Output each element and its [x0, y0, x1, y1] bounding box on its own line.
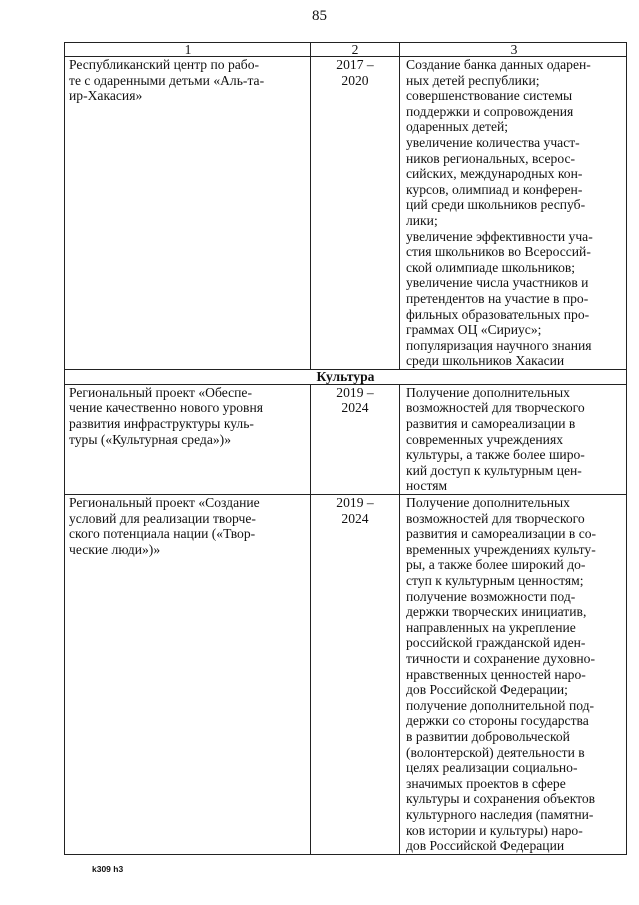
expected-results-cell-line: держки со стороны государства: [406, 713, 589, 729]
project-name-cell: [65, 57, 311, 370]
expected-results-cell-line: (волонтерской) деятельности в: [406, 744, 585, 760]
section-row: [65, 369, 627, 384]
period-cell: [311, 495, 400, 855]
project-name-cell-line: ского потенциала нации («Твор-: [69, 526, 256, 542]
expected-results-cell-line: сийских, международных кон-: [406, 166, 583, 182]
expected-results-cell-line: развития и самореализации в со-: [406, 526, 597, 542]
period-cell-line: 2019 –: [336, 495, 374, 511]
project-name-cell: [65, 384, 311, 494]
expected-results-cell-line: ков истории и культуры) наро-: [406, 822, 583, 838]
period-cell-line: 2020: [341, 72, 369, 88]
expected-results-cell-line: увеличение эффективности уча-: [406, 228, 593, 244]
expected-results-cell-line: направленных на укрепление: [406, 619, 576, 635]
expected-results-cell-line: современных учреждениях: [406, 431, 563, 447]
expected-results-cell-line: целях реализации социально-: [406, 760, 578, 776]
expected-results-cell-line: ры, а также более широкий до-: [406, 557, 586, 573]
project-name-cell-line: условий для реализации творче-: [69, 510, 256, 526]
expected-results-cell-line: кий доступ к культурным цен-: [406, 462, 582, 478]
expected-results-cell-line: совершенствование системы: [406, 88, 573, 104]
expected-results-cell-line: Получение дополнительных: [406, 495, 570, 511]
expected-results-cell-line: российской гражданской иден-: [406, 635, 586, 651]
expected-results-cell-line: культурного наследия (памятни-: [406, 806, 594, 822]
expected-results-cell-line: в развитии добровольческой: [406, 728, 570, 744]
expected-results-cell-line: получение возможности под-: [406, 588, 576, 604]
expected-results-cell-line: возможностей для творческого: [406, 510, 585, 526]
period-cell-line: 2024: [341, 510, 369, 526]
period-cell-line: 2019 –: [336, 384, 374, 400]
period-cell: [311, 57, 400, 370]
expected-results-cell-line: развития и самореализации в: [406, 416, 576, 432]
programs-table: [64, 42, 627, 855]
project-name-cell-line: Региональный проект «Обеспе-: [69, 384, 252, 400]
expected-results-cell-line: граммах ОЦ «Сириус»;: [406, 322, 542, 338]
expected-results-cell-line: Создание банка данных одарен-: [406, 57, 591, 72]
project-name-cell-line: развития инфраструктуры куль-: [69, 416, 254, 432]
expected-results-cell-line: получение дополнительной под-: [406, 697, 595, 713]
column-header-1: 1: [65, 43, 311, 57]
expected-results-cell-line: тичности и сохранение духовно-: [406, 650, 595, 666]
expected-results-cell-line: поддержки и сопровождения: [406, 103, 574, 119]
expected-results-cell-line: одаренных детей;: [406, 119, 509, 135]
expected-results-cell-line: ных детей республики;: [406, 72, 540, 88]
project-name-cell-line: ческие люди»)»: [69, 541, 161, 557]
expected-results-cell-line: держки творческих инициатив,: [406, 604, 587, 620]
table-row: [65, 384, 627, 494]
expected-results-cell-line: культуры и сохранения объектов: [406, 791, 596, 807]
expected-results-cell-line: дов Российской Федерации;: [406, 682, 568, 698]
period-cell-line: 2024: [341, 400, 369, 416]
expected-results-cell-line: значимых проектов в сфере: [406, 775, 566, 791]
section-title: Культура: [65, 369, 627, 384]
expected-results-cell-line: фильных образовательных про-: [406, 306, 590, 322]
table-header-row: [65, 43, 627, 57]
expected-results-cell-line: ций среди школьников респуб-: [406, 197, 586, 213]
project-name-cell-line: ир-Хакасия»: [69, 88, 143, 104]
expected-results-cell-line: временных учреждениях культу-: [406, 541, 596, 557]
project-name-cell-line: чение качественно нового уровня: [69, 400, 264, 416]
expected-results-cell-line: курсов, олимпиад и конферен-: [406, 181, 583, 197]
expected-results-cell-line: стия школьников во Всероссий-: [406, 244, 591, 260]
project-name-cell-line: Республиканский центр по рабо-: [69, 57, 260, 72]
column-header-3: 3: [400, 43, 627, 57]
expected-results-cell-line: ностям: [406, 478, 448, 494]
period-cell: [311, 384, 400, 494]
expected-results-cell-line: возможностей для творческого: [406, 400, 585, 416]
expected-results-cell-line: увеличение количества участ-: [406, 134, 580, 150]
expected-results-cell-line: Получение дополнительных: [406, 384, 570, 400]
table-row: [65, 495, 627, 855]
expected-results-cell-line: нравственных ценностей наро-: [406, 666, 586, 682]
expected-results-cell-line: популяризация научного знания: [406, 337, 592, 353]
table-row: [65, 57, 627, 370]
project-name-cell-line: туры («Культурная среда»)»: [69, 431, 231, 447]
project-name-cell-line: те с одаренными детьми «Аль-та-: [69, 72, 265, 88]
expected-results-cell-line: ников региональных, всерос-: [406, 150, 576, 166]
expected-results-cell-line: лики;: [406, 212, 438, 228]
expected-results-cell-line: среди школьников Хакасии: [406, 353, 565, 369]
expected-results-cell-line: культуры, а также более широ-: [406, 447, 585, 463]
expected-results-cell-line: ской олимпиаде школьников;: [406, 259, 576, 275]
footer-document-code: k309 h3: [92, 864, 124, 874]
expected-results-cell: [400, 495, 627, 855]
table-body: [65, 43, 627, 855]
expected-results-cell: [400, 57, 627, 370]
expected-results-cell-line: увеличение числа участников и: [406, 275, 589, 291]
expected-results-cell-line: дов Российской Федерации: [406, 838, 565, 854]
project-name-cell: [65, 495, 311, 855]
expected-results-cell-line: ступ к культурным ценностям;: [406, 573, 584, 588]
column-header-2: 2: [311, 43, 400, 57]
expected-results-cell-line: претендентов на участие в про-: [406, 290, 589, 306]
page-number: 85: [312, 8, 327, 24]
period-cell-line: 2017 –: [336, 57, 374, 72]
project-name-cell-line: Региональный проект «Создание: [69, 495, 260, 511]
expected-results-cell: [400, 384, 627, 494]
